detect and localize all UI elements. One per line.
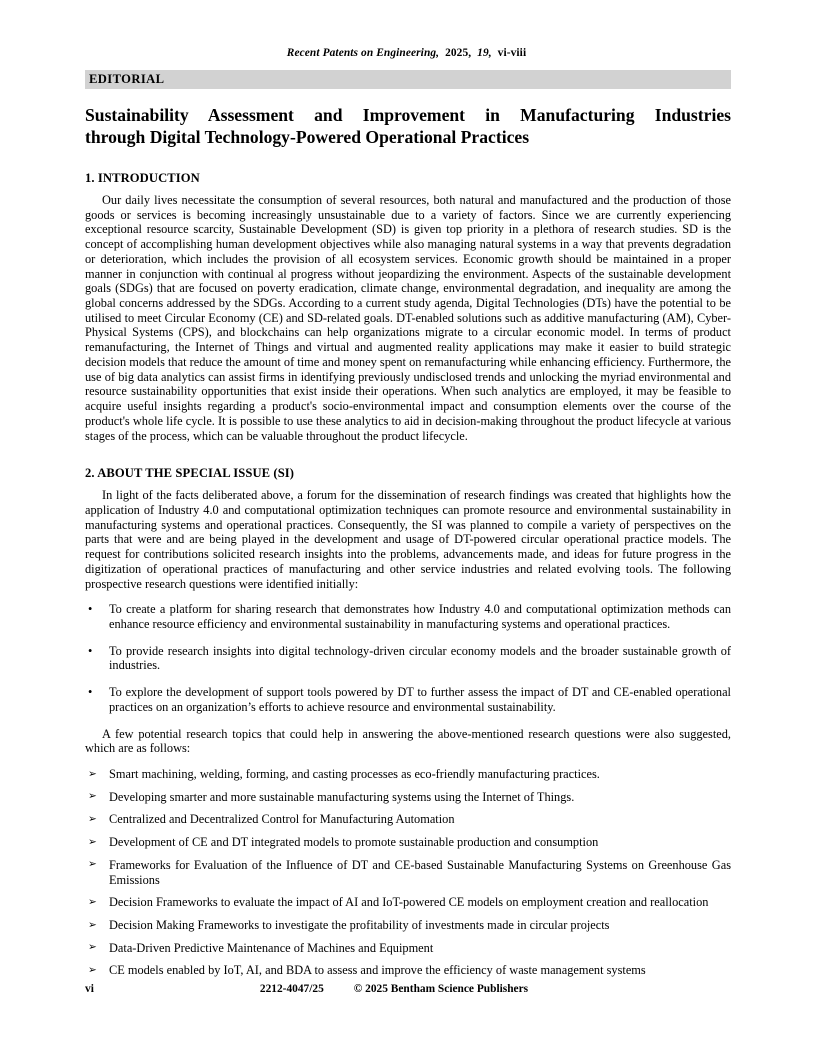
list-item [85, 835, 731, 850]
list-item [85, 963, 731, 978]
arrow-bullet-icon: ➢ [88, 896, 97, 908]
list-item-text: To explore the development of support tools powered by DT to further assess the impact of DT and CE-enabled operational practices on an organization’s efforts to achieve resource and environmental sustainability. [109, 685, 731, 714]
list-item [85, 941, 731, 956]
journal-header [85, 47, 731, 60]
journal-name: Recent Patents on Engineering, [286, 47, 440, 59]
list-item-text: Data-Driven Predictive Maintenance of Machines and Equipment [109, 940, 434, 955]
topics-intro-paragraph: A few potential research topics that could help in answering the above-mentioned research questions were also suggested, which are as follows: [85, 726, 731, 756]
copyright: © 2025 Bentham Science Publishers [353, 983, 529, 995]
arrow-bullet-icon: ➢ [88, 859, 97, 871]
bullet-icon: • [88, 602, 93, 617]
article-title [85, 105, 731, 148]
article-title-line-1: Sustainability Assessment and Improvement in Manufacturing Industries [85, 105, 731, 125]
list-item [85, 767, 731, 782]
list-item-text: To provide research insights into digital technology-driven circular economy models and the broader sustainable growth of industries. [109, 643, 731, 673]
list-item-text: Decision Making Frameworks to investigate the profitability of investments made in circular projects [109, 918, 610, 933]
list-item [85, 685, 731, 714]
list-item-text: To create a platform for sharing research that demonstrates how Industry 4.0 and computational optimization methods can enhance resource efficiency and environmental sustainability in manufacturing systems and operational practices. [109, 602, 731, 631]
footer-center-group [260, 983, 528, 996]
list-item-text: Frameworks for Evaluation of the Influence of DT and CE-based Sustainable Manufacturing Systems on Greenhouse Gas Emissions [109, 857, 731, 887]
list-item [85, 644, 731, 673]
journal-volume: 19, [477, 47, 492, 59]
list-item [85, 858, 731, 887]
special-issue-paragraph: In light of the facts deliberated above, a forum for the dissemination of research findings was created that highlights how the application of Industry 4.0 and computational optimization techniques can promote resource and environmental sustainability in manufacturing systems and operational practices. Consequently, the SI was planned to compile a variety of perspectives on the parts that were and are being played in the development and usage of DT-powered circular operational practice models. The request for contributions solicited research insights into the problems, advancements made, and ideas for future progress in the digitization of operational practices of manufacturing and other service industries and related evolving tools. The following prospective research questions were identified initially: [85, 488, 731, 591]
list-item [85, 895, 731, 910]
page-number: vi [85, 983, 94, 995]
list-item-text: Centralized and Decentralized Control for Manufacturing Automation [109, 812, 455, 827]
list-item [85, 812, 731, 827]
article-title-line-2: through Digital Technology-Powered Operational Practices [85, 126, 530, 147]
bullet-icon: • [88, 643, 93, 658]
arrow-bullet-icon: ➢ [88, 836, 97, 848]
journal-year: 2025, [445, 47, 472, 59]
issn: 2212-4047/25 [259, 983, 324, 995]
list-item [85, 790, 731, 805]
section-heading-introduction: 1. INTRODUCTION [85, 171, 200, 185]
page-footer [85, 983, 731, 996]
arrow-bullet-icon: ➢ [88, 919, 97, 931]
list-item [85, 918, 731, 933]
arrow-bullet-icon: ➢ [88, 791, 97, 803]
arrow-bullet-icon: ➢ [88, 813, 97, 825]
editorial-label: EDITORIAL [89, 72, 165, 86]
list-item-text: Developing smarter and more sustainable manufacturing systems using the Internet of Things. [109, 789, 575, 804]
bullet-icon: • [88, 685, 93, 700]
list-item-text: Development of CE and DT integrated models to promote sustainable production and consumption [109, 835, 599, 850]
arrow-bullet-icon: ➢ [88, 768, 97, 780]
section-heading-special-issue: 2. ABOUT THE SPECIAL ISSUE (SI) [85, 466, 295, 481]
editorial-banner [85, 70, 731, 89]
list-item-text: Decision Frameworks to evaluate the impact of AI and IoT-powered CE models on employment creation and reallocation [109, 895, 709, 910]
journal-pages: vi-viii [497, 47, 527, 59]
topic-list [85, 767, 731, 978]
research-question-list [85, 602, 731, 714]
introduction-paragraph: Our daily lives necessitate the consumption of several resources, both natural and manufactured and the production of those goods or services is becoming increasingly unsustainable due to a variety of factors. Since we are currently experiencing exceptional resource scarcity, Sustainable Development (SD) is given top priority in a plethora of research studies. SD is the concept of accomplishing human development objectives while also managing natural systems in a way that prevents degradation or deterioration, which includes the provision of all ecosystem services. Economic growth should be maintained in a proper manner in conjunction with continual al progress without jeopardizing the environment. Aspects of the sustainable development goals (SDGs) that are focused on poverty eradication, climate change, environmental degradation, and inequality are among the global concerns addressed by the SDGs. According to a current study agenda, Digital Technologies (DTs) have the potential to be utilised to meet Circular Economy (CE) and SD-related goals. DT-enabled solutions such as additive manufacturing (AM), Cyber-Physical Systems (CPS), and blockchains can help organizations migrate to a circular economic model. In terms of product remanufacturing, the Internet of Things and virtual and augmented reality applications may make it easier to build strategic decision models that reduce the amount of time and money spent on remanufacturing while enhancing efficiency. Furthermore, the use of big data analytics can assist firms in identifying previously undisclosed trends and unlocking the myriad environmental and resource sustainability opportunities that exist inside their operations. When such analytics are employed, it may be feasible to acquire useful insights regarding a product's socio-environmental impact and consumption elements over the course of the product's whole life cycle. It is possible to use these analytics to aid in decision-making throughout the product lifecycle at various stages of the process, which can be valuable throughout the product lifecycle. [85, 193, 731, 443]
arrow-bullet-icon: ➢ [88, 964, 97, 976]
list-item-text: Smart machining, welding, forming, and casting processes as eco-friendly manufacturing practices. [109, 767, 600, 781]
arrow-bullet-icon: ➢ [88, 942, 97, 954]
list-item-text: CE models enabled by IoT, AI, and BDA to assess and improve the efficiency of waste management systems [109, 963, 646, 978]
list-item [85, 602, 731, 631]
